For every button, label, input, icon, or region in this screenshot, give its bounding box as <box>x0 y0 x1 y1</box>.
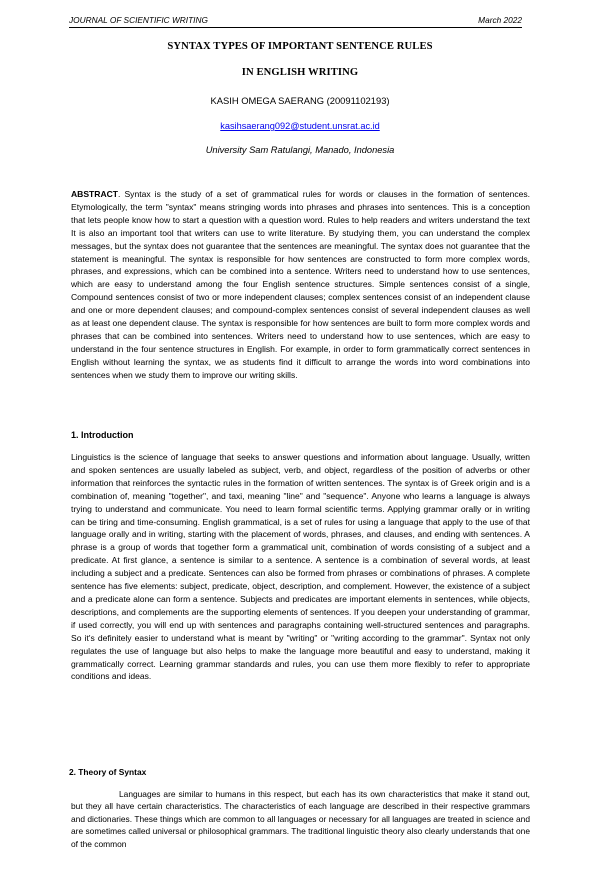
introduction-heading: 1. Introduction <box>71 430 134 440</box>
journal-name: JOURNAL OF SCIENTIFIC WRITING <box>69 15 208 25</box>
theory-heading: 2. Theory of Syntax <box>69 767 147 777</box>
author-name: KASIH OMEGA SAERANG (20091102193) <box>210 95 390 106</box>
header-rule <box>69 27 522 28</box>
introduction-paragraph: Linguistics is the science of language that seeks to answer questions and information about language. Usually, written and spoken sentences are usually labeled as subject, verb, and object, regardless of the position of adverbs or other information that reinforces the syntactic rules in the formation of written sentences. The syntax is of Greek origin and is a combination of, meaning "together", and taxi, meaning "line" and "sequence". Anyone who learns a language is always trying to understand and communicate. You need to learn formal scientific terms. Applying grammar orally or in writing can be tiring and time-consuming. English grammatical, is a set of rules for using a language that apply to the use of that language orally and in writing, starting with the placement of words, phrases, and clauses, and ending with sentences. A phrase is a group of words that together form a grammatical unit, combination of words consisting of a subject and a predicate. At first glance, a sentence is similar to a sentence. A sentence is a combination of several words, at least including a subject and a predicate. Sentences can also be formed from phrases or combinations of phrases. A complete sentence has five elements: subject, predicate, object, description, and complement. However, the existence of a subject and a predicate alone can form a sentence. Subjects and predicates are important elements in sentences, while objects, descriptions, and complements are the supporting elements of sentences. If you deepen your understanding of grammar, if used correctly, you will end up with sentences and paragraphs containing well-structured sentences and paragraphs. So it's definitely easier to understand what is meant by "writing" or "writing according to the grammar". Syntax not only regulates the use of language but also helps to make the language more beautiful and easy to understand, making it grammatically correct. Learning grammar standards and rules, you can use them more flexibly to refer to appropriate conditions and ideas. <box>71 452 530 682</box>
abstract-label: ABSTRACT <box>71 189 119 199</box>
abstract-text: . Syntax is the study of a set of grammatical rules for words or clauses in the formation of sentences. Etymologically, the term "syntax" means stringing words into phrases and phrases into sentences. This is a conception that lets people know how to start a question with a question word. Rules to help readers and writers understand the text It is also an important tool that writers can use to write literature. By studying them, you can understand the complex messages, but the syntax does not guarantee that the sentences are meaningful. The syntax does not guarantee that the statement is meaningful. The syntax is responsible for how sentences are constructed to form more complex words, phrases, and expressions, which can be combined into a sentence. Writers need to understand how to use sentences, which are easy to understand among the four English sentence structures. Simple sentences consist of a single, Compound sentences consist of two or more independent clauses; complex sentences consist of an independent clause and one or more dependent clauses; and compound-complex sentences consist of several independent clauses as well as at least one dependent clause. The syntax is responsible for how sentences are built to form more complex words and phrases that can be combined into sentences. Writers need to understand how to use sentences, which are easy to understand in the four sentence structures in English. For example, in order to form grammatically correct sentences in English without learning the syntax, we as students find it difficult to arrange the words into word combinations into sentences when we study them to improve our writing skills. <box>71 189 530 380</box>
author-affiliation: University Sam Ratulangi, Manado, Indonesia <box>205 145 395 155</box>
author-email-link[interactable] <box>0 121 600 131</box>
theory-paragraph: Languages are similar to humans in this respect, but each has its own characteristics that make it stand out, but they all have certain characteristics. The characteristics of each language are described in their respective grammars and dictionaries. These things which are common to all languages or necessary for all languages are treated in science and are sometimes called universal or philosophical grammars. The traditional linguistic theory also clearly understands that one of the common <box>71 789 530 849</box>
paper-title-line-1: SYNTAX TYPES OF IMPORTANT SENTENCE RULES <box>167 41 433 52</box>
issue-date: March 2022 <box>478 15 522 25</box>
abstract-paragraph <box>71 188 530 382</box>
running-header <box>69 15 522 27</box>
paper-title-line-2: IN ENGLISH WRITING <box>241 67 359 78</box>
author-email-text[interactable]: kasihsaerang092@student.unsrat.ac.id <box>220 121 380 131</box>
